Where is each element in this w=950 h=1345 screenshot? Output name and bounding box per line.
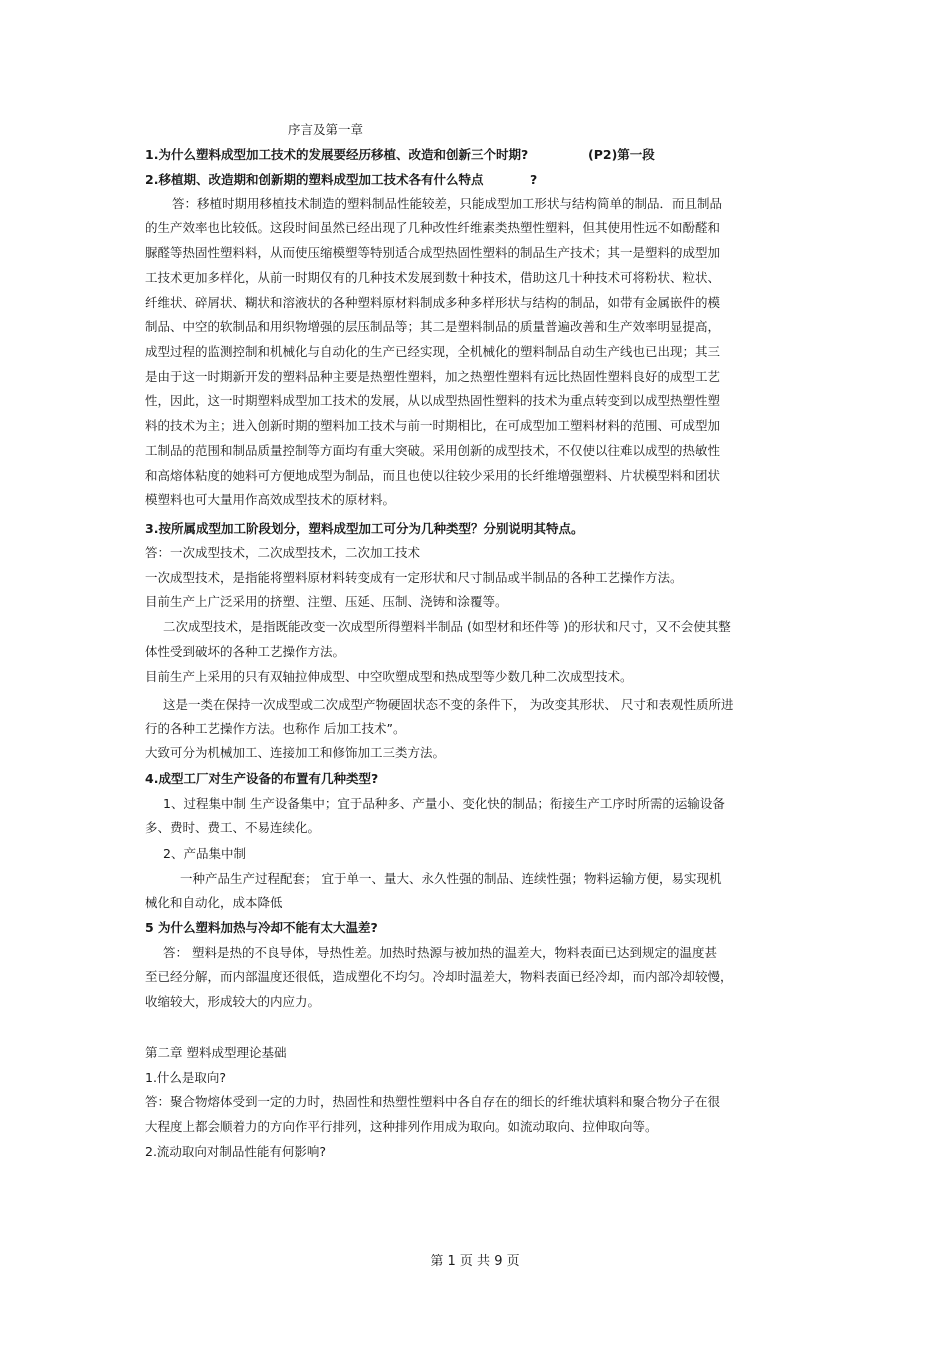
question-4: 4.成型工厂对生产设备的布置有几种类型?: [145, 771, 379, 786]
question-2: 2.移植期、改造期和创新期的塑料成型加工技术各有什么特点: [145, 172, 484, 187]
answer-4-line: 械化和自动化，成本降低: [145, 895, 283, 910]
chapter-2-answer-1-line: 答：聚合物熔体受到一定的力时，热固性和热塑性塑料中各自存在的细长的纤维状填料和聚合物分子在很: [145, 1094, 721, 1109]
answer-2-line: 和高熔体粘度的她料可方便地成型为制品，而且也使以往较少采用的长纤维增强塑料、片状模型料和团状: [145, 468, 721, 483]
answer-2-line: 成型过程的监测控制和机械化与自动化的生产已经实现，全机械化的塑料制品自动生产线也已出现；其三: [145, 344, 721, 359]
section-title: 序言及第一章: [288, 122, 364, 137]
answer-2-line: 料的技术为主；进入创新时期的塑料加工技术与前一时期相比，在可成型加工塑料材料的范围、可成型加: [145, 418, 721, 433]
answer-2-line: 脲醛等热固性塑料料，从而使压缩模塑等特别适合成型热固性塑料的制品生产技术；其一是塑料的成型加: [145, 245, 721, 260]
page-footer: 第 1 页 共 9 页: [430, 1254, 520, 1269]
answer-2-line: 工技术更加多样化，从前一时期仅有的几种技术发展到数十种技术，借助这几十种技术可将粉状、粒状、: [145, 270, 721, 285]
answer-5-line: 收缩较大，形成较大的内应力。: [145, 994, 321, 1009]
answer-3-line: 二次成型技术，是指既能改变一次成型所得塑料半制品 (如型材和坯件等 )的形状和尺寸，又不会使其整: [163, 619, 731, 634]
answer-3-line: 大致可分为机械加工、连接加工和修饰加工三类方法。: [145, 745, 446, 760]
answer-4-line: 1、过程集中制 生产设备集中；宜于品种多、产量小、变化快的制品；衔接生产工序时所需的运输设备: [163, 796, 725, 811]
question-1: 1.为什么塑料成型加工技术的发展要经历移植、改造和创新三个时期?: [145, 147, 529, 162]
question-2-mark: ?: [530, 172, 538, 187]
answer-5-line: 至已经分解，而内部温度还很低，造成塑化不均匀。冷却时温差大，物料表面已经冷却，而内部冷却较慢，: [145, 969, 733, 984]
answer-2-line: 工制品的范围和制品质量控制等方面均有重大突破。采用创新的成型技术，不仅使以往难以成型的热敏性: [145, 443, 721, 458]
answer-3-line: 行的各种工艺操作方法。也称作 后加工技术”。: [145, 721, 406, 736]
answer-3-line: 这是一类在保持一次成型或二次成型产物硬固状态不变的条件下， 为改变其形状、 尺寸和表观性质所进: [163, 697, 734, 712]
answer-2-line: 制品、中空的软制品和用织物增强的层压制品等；其二是塑料制品的质量普遍改善和生产效率明显提高，: [145, 319, 721, 334]
answer-3-line: 目前生产上广泛采用的挤塑、注塑、压延、压制、浇铸和涂覆等。: [145, 594, 508, 609]
answer-2-line: 答：移植时期用移植技术制造的塑料制品性能较差，只能成型加工形状与结构简单的制品．而且制品: [172, 196, 723, 211]
answer-4-line: 一种产品生产过程配套； 宜于单一、量大、永久性强的制品、连续性强；物料运输方便，易实现机: [180, 871, 722, 886]
answer-2-line: 性，因此，这一时期塑料成型加工技术的发展，从以成型热固性塑料的技术为重点转变到以成型热塑性塑: [145, 393, 721, 408]
answer-3-line: 目前生产上采用的只有双轴拉伸成型、中空吹塑成型和热成型等少数几种二次成型技术。: [145, 669, 633, 684]
chapter-2-question-1: 1.什么是取向?: [145, 1070, 227, 1085]
answer-3-line: 体性受到破坏的各种工艺操作方法。: [145, 644, 346, 659]
question-5: 5 为什么塑料加热与冷却不能有太大温差?: [145, 920, 378, 935]
chapter-2-title: 第二章 塑料成型理论基础: [145, 1045, 287, 1060]
chapter-2-question-2: 2.流动取向对制品性能有何影响?: [145, 1144, 327, 1159]
answer-2-line: 纤维状、碎屑状、糊状和溶液状的各种塑料原材料制成多种多样形状与结构的制品，如带有金属嵌件的模: [145, 295, 721, 310]
answer-2-line: 的生产效率也比较低。这段时间虽然已经出现了几种改性纤维素类热塑性塑料，但其使用性远不如酚醛和: [145, 220, 721, 235]
answer-5-line: 答： 塑料是热的不良导体，导热性差。加热时热源与被加热的温差大，物料表面已达到规定的温度甚: [163, 945, 717, 960]
answer-4-line: 多、费时、费工、不易连续化。: [145, 820, 321, 835]
answer-3-line: 答：一次成型技术，二次成型技术，二次加工技术: [145, 545, 421, 560]
answer-3-line: 一次成型技术，是指能将塑料原材料转变成有一定形状和尺寸制品或半制品的各种工艺操作方法。: [145, 570, 683, 585]
chapter-2-answer-1-line: 大程度上都会顺着力的方向作平行排列，这种排列作用成为取向。如流动取向、拉伸取向等。: [145, 1119, 658, 1134]
answer-2-line: 是由于这一时期新开发的塑料品种主要是热塑性塑料，加之热塑性塑料有远比热固性塑料良好的成型工艺: [145, 369, 721, 384]
answer-4-line: 2、产品集中制: [163, 846, 246, 861]
question-3: 3.按所属成型加工阶段划分，塑料成型加工可分为几种类型？分别说明其特点。: [145, 521, 584, 536]
answer-2-line: 模塑料也可大量用作高效成型技术的原材料。: [145, 492, 396, 507]
question-1-page-ref: (P2)第一段: [588, 147, 655, 162]
